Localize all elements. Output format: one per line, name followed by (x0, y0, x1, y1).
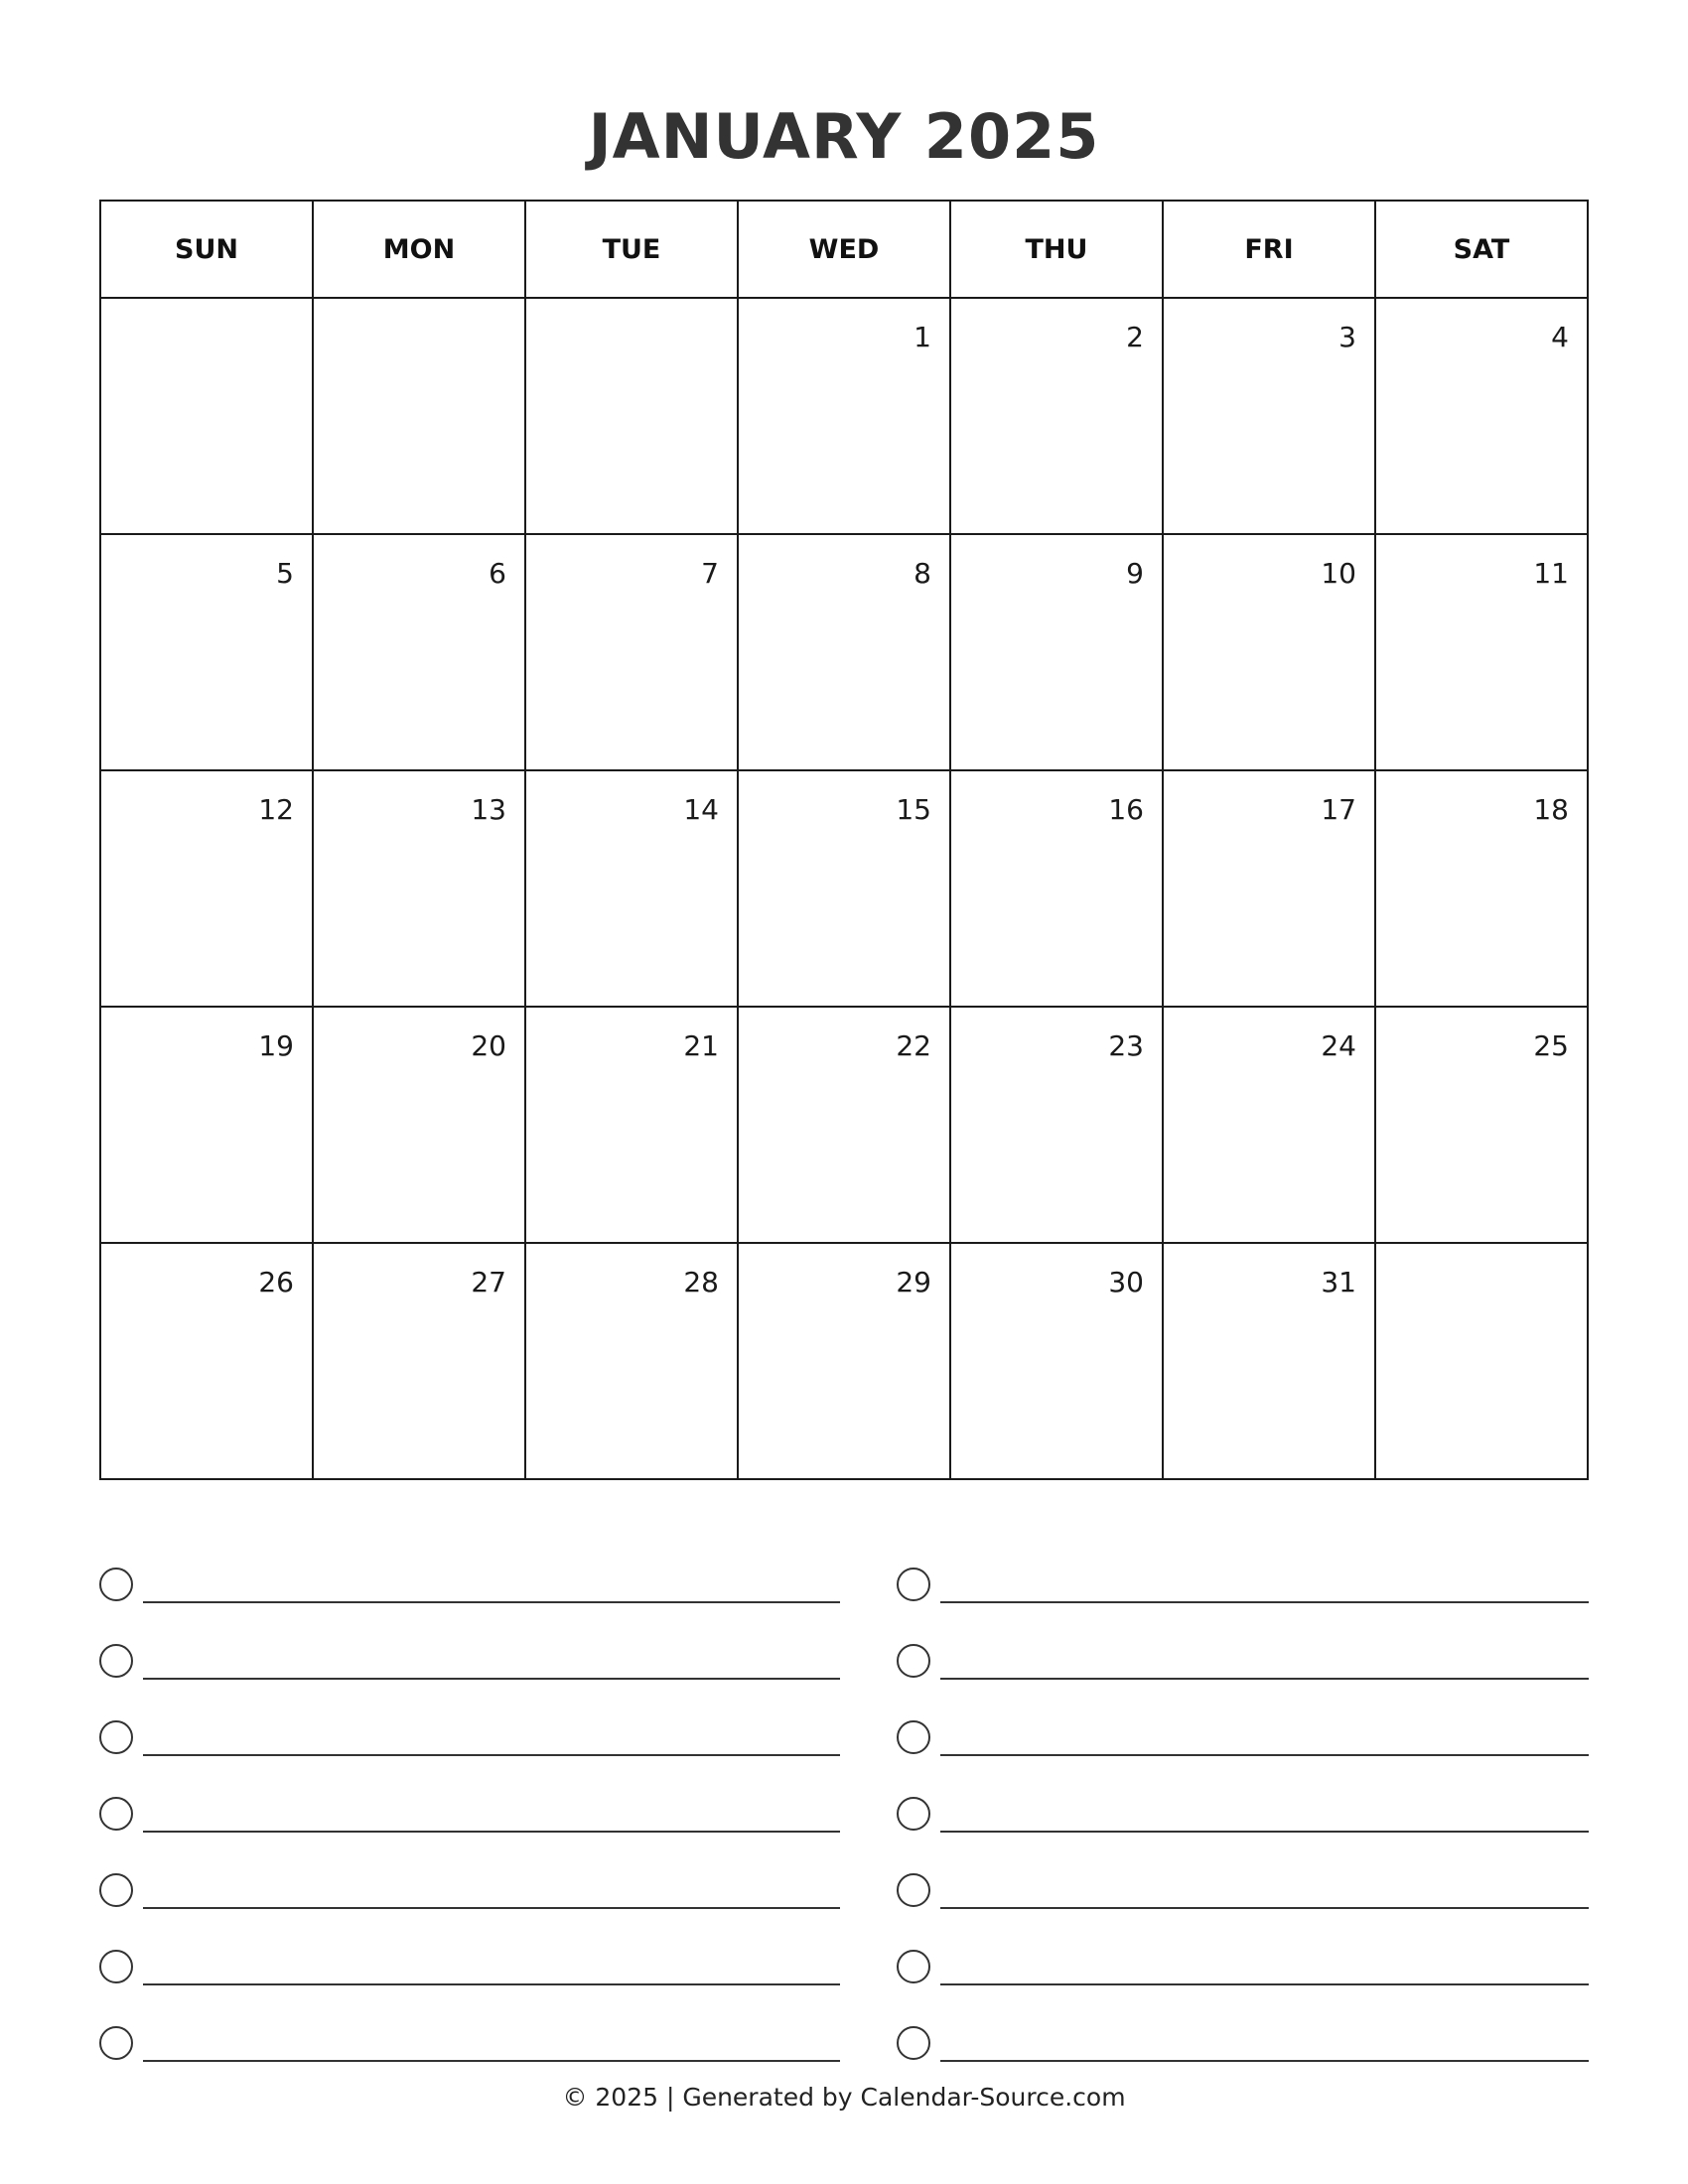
day-cell (525, 1007, 738, 1243)
weekday-header-sun: SUN (100, 201, 313, 298)
checkbox-circle-icon[interactable] (897, 1644, 930, 1678)
checkbox-circle-icon[interactable] (897, 1797, 930, 1831)
checklist-item (99, 1529, 840, 1605)
day-cell (100, 534, 313, 770)
day-number (1376, 1244, 1587, 1266)
day-number: 6 (489, 557, 506, 590)
day-number: 26 (258, 1266, 294, 1298)
checkbox-circle-icon[interactable] (99, 1873, 133, 1907)
checklist-item (897, 1605, 1589, 1682)
day-number: 2 (1126, 321, 1144, 353)
day-cell (950, 298, 1163, 534)
day-number: 30 (1108, 1266, 1144, 1298)
day-number: 11 (1533, 557, 1569, 590)
day-number: 21 (683, 1029, 719, 1062)
checkbox-circle-icon[interactable] (99, 1797, 133, 1831)
day-number: 29 (896, 1266, 931, 1298)
week-row (100, 298, 1588, 534)
day-number: 10 (1321, 557, 1356, 590)
day-cell (1375, 534, 1588, 770)
day-number: 25 (1533, 1029, 1569, 1062)
day-cell (100, 298, 313, 534)
day-cell (950, 534, 1163, 770)
day-cell (1375, 770, 1588, 1007)
weekday-header-tue: TUE (525, 201, 738, 298)
week-row (100, 1243, 1588, 1479)
checklist-left (99, 1529, 840, 2035)
day-cell (100, 1007, 313, 1243)
page-title: JANUARY 2025 (588, 100, 1100, 173)
day-number: 14 (683, 793, 719, 826)
weekday-header-fri: FRI (1163, 201, 1375, 298)
day-cell (738, 770, 950, 1007)
checklist-item (99, 1605, 840, 1682)
day-cell (1163, 770, 1375, 1007)
checklist-item (99, 1758, 840, 1835)
week-row (100, 1007, 1588, 1243)
checkbox-circle-icon[interactable] (897, 1720, 930, 1754)
checkbox-circle-icon[interactable] (897, 1873, 930, 1907)
day-cell (313, 1007, 525, 1243)
day-cell (738, 534, 950, 770)
footer-credit: © 2025 | Generated by Calendar-Source.com (562, 2083, 1126, 2112)
writing-line[interactable] (143, 1907, 840, 1909)
writing-line[interactable] (940, 1754, 1589, 1756)
day-number: 9 (1126, 557, 1144, 590)
day-number: 31 (1321, 1266, 1356, 1298)
writing-line[interactable] (143, 1601, 840, 1603)
day-number: 8 (914, 557, 931, 590)
weekday-header-thu: THU (950, 201, 1163, 298)
day-cell (1163, 534, 1375, 770)
checkbox-circle-icon[interactable] (99, 2026, 133, 2060)
writing-line[interactable] (940, 1601, 1589, 1603)
day-cell (1163, 1007, 1375, 1243)
checkbox-circle-icon[interactable] (99, 1720, 133, 1754)
day-number: 18 (1533, 793, 1569, 826)
checkbox-circle-icon[interactable] (897, 1568, 930, 1601)
day-number: 24 (1321, 1029, 1356, 1062)
day-cell (738, 1007, 950, 1243)
checklist-item (897, 1911, 1589, 1987)
day-cell (313, 534, 525, 770)
checklist-right (897, 1529, 1589, 2035)
checkbox-circle-icon[interactable] (897, 2026, 930, 2060)
weekday-header-mon: MON (313, 201, 525, 298)
checklist-item (897, 1682, 1589, 1758)
day-cell (1375, 1243, 1588, 1479)
weekday-header-row (100, 201, 1588, 298)
checklist-item (99, 1835, 840, 1911)
checklist-item (99, 1682, 840, 1758)
day-cell (1163, 298, 1375, 534)
checklist-item (897, 1758, 1589, 1835)
day-cell (525, 1243, 738, 1479)
day-cell (950, 1007, 1163, 1243)
checklist-item (897, 1835, 1589, 1911)
writing-line[interactable] (940, 2060, 1589, 2062)
day-cell (1163, 1243, 1375, 1479)
day-number: 20 (471, 1029, 506, 1062)
day-number: 16 (1108, 793, 1144, 826)
day-cell (950, 770, 1163, 1007)
day-number: 19 (258, 1029, 294, 1062)
day-number: 7 (701, 557, 719, 590)
writing-line[interactable] (940, 1907, 1589, 1909)
day-cell (525, 770, 738, 1007)
writing-line[interactable] (143, 1754, 840, 1756)
day-number (526, 299, 737, 321)
day-cell (738, 1243, 950, 1479)
day-number (314, 299, 524, 321)
day-number: 15 (896, 793, 931, 826)
day-number: 22 (896, 1029, 931, 1062)
writing-line[interactable] (940, 1678, 1589, 1680)
day-number: 13 (471, 793, 506, 826)
week-row (100, 534, 1588, 770)
checkbox-circle-icon[interactable] (99, 1644, 133, 1678)
day-cell (100, 770, 313, 1007)
day-cell (100, 1243, 313, 1479)
checklist-item (99, 1911, 840, 1987)
day-cell (313, 1243, 525, 1479)
checkbox-circle-icon[interactable] (897, 1950, 930, 1983)
day-number: 4 (1551, 321, 1569, 353)
day-cell (738, 298, 950, 534)
calendar-grid (99, 200, 1589, 1480)
day-number: 1 (914, 321, 931, 353)
day-cell (1375, 1007, 1588, 1243)
day-number: 27 (471, 1266, 506, 1298)
writing-line[interactable] (143, 1831, 840, 1833)
checklist-item (897, 1987, 1589, 2064)
day-number: 17 (1321, 793, 1356, 826)
writing-line[interactable] (143, 2060, 840, 2062)
checkbox-circle-icon[interactable] (99, 1568, 133, 1601)
writing-line[interactable] (940, 1831, 1589, 1833)
writing-line[interactable] (143, 1678, 840, 1680)
writing-line[interactable] (143, 1983, 840, 1985)
day-number (101, 299, 312, 321)
day-number: 28 (683, 1266, 719, 1298)
checklist-item (99, 1987, 840, 2064)
day-cell (1375, 298, 1588, 534)
weekday-header-sat: SAT (1375, 201, 1588, 298)
checkbox-circle-icon[interactable] (99, 1950, 133, 1983)
day-cell (313, 298, 525, 534)
week-row (100, 770, 1588, 1007)
weekday-header-wed: WED (738, 201, 950, 298)
day-cell (525, 298, 738, 534)
day-cell (525, 534, 738, 770)
day-cell (950, 1243, 1163, 1479)
day-number: 3 (1338, 321, 1356, 353)
writing-line[interactable] (940, 1983, 1589, 1985)
day-number: 23 (1108, 1029, 1144, 1062)
checklist-item (897, 1529, 1589, 1605)
day-number: 12 (258, 793, 294, 826)
day-cell (313, 770, 525, 1007)
day-number: 5 (276, 557, 294, 590)
